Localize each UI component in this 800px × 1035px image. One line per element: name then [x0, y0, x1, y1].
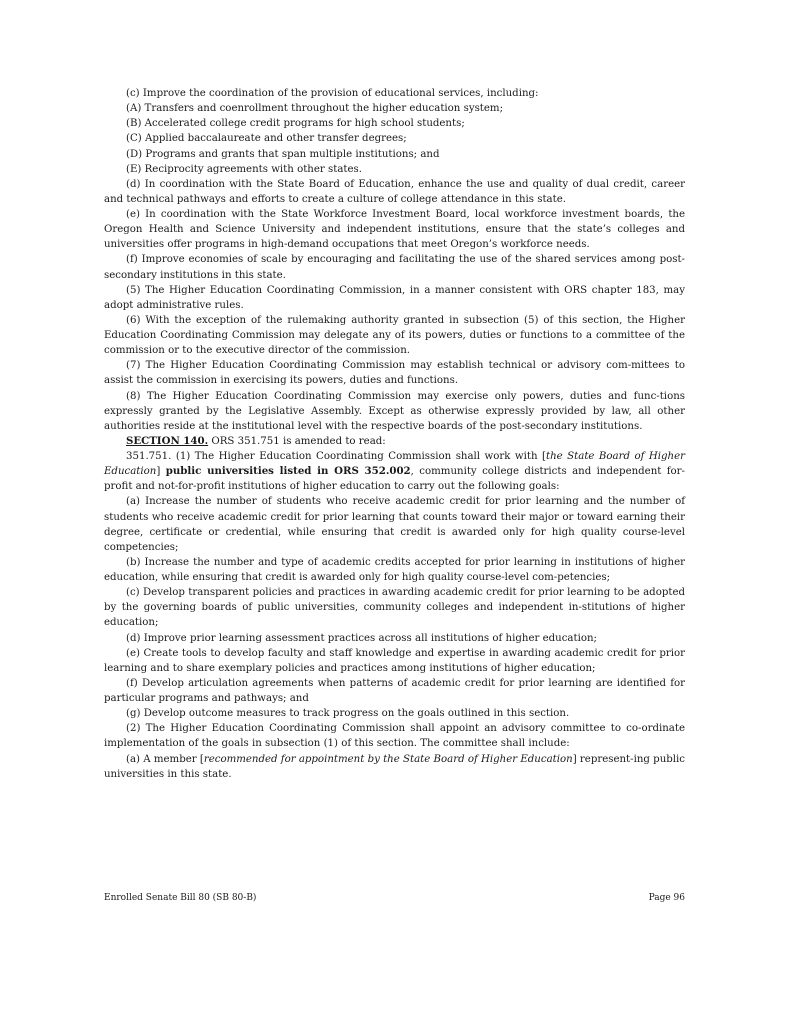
text-run: , community college districts and independent for-profit and not-for-profit institutions of higher education to carry out the following goals: — [104, 466, 685, 493]
paragraph — [104, 449, 685, 494]
text-run: ] — [156, 466, 166, 478]
text-run: 351.751. (1) The Higher Education Coordinating Commission shall work with [ — [126, 451, 547, 462]
paragraph: (f) Develop articulation agreements when patterns of academic credit for prior learning are identified for particular programs and pathways; and — [104, 677, 685, 704]
paragraph: (a) Increase the number of students who receive academic credit for prior learning and the number of students who receive academic credit for prior learning that counts toward their major or toward earning their degree, certificate or credential, while ensuring that credit is awarded only for high quality course-level competencies; — [104, 496, 685, 553]
page-number: Page 96 — [648, 893, 685, 903]
paragraph: (c) Develop transparent policies and practices in awarding academic credit for prior learning to be adopted by the governing boards of public universities, community colleges and independent in-stitutions of higher education; — [104, 587, 685, 629]
paragraph: (g) Develop outcome measures to track progress on the goals outlined in this section. — [126, 708, 570, 720]
bill-identifier: Enrolled Senate Bill 80 (SB 80-B) — [104, 893, 257, 903]
paragraph: (f) Improve economies of scale by encouraging and facilitating the use of the shared services among post-secondary institutions in this state. — [104, 254, 685, 281]
paragraph: (B) Accelerated college credit programs for high school students; — [126, 118, 465, 130]
paragraph: (e) In coordination with the State Workforce Investment Board, local workforce investment boards, the Oregon Health and Science University and independent institutions, ensure that the state’s colleges and universities offer programs in high-demand occupations that meet Oregon’s workforce needs. — [104, 209, 685, 251]
paragraph: (d) Improve prior learning assessment practices across all institutions of higher education; — [126, 632, 597, 644]
paragraph: (c) Improve the coordination of the provision of educational services, including: — [126, 88, 539, 99]
page-footer — [104, 893, 685, 903]
paragraph — [104, 752, 685, 782]
paragraph: (D) Programs and grants that span multiple institutions; and — [126, 148, 440, 160]
text-run: ] represent-ing public universities in this state. — [104, 753, 685, 780]
paragraph: (6) With the exception of the rulemaking authority granted in subsection (5) of this section, the Higher Education Coordinating Commission may delegate any of its powers, duties or functions to a committee of the commission or to the executive director of the commission. — [104, 314, 685, 357]
paragraph: (e) Create tools to develop faculty and staff knowledge and expertise in awarding academic credit for prior learning and to share exemplary policies and practices among institutions of higher education; — [104, 647, 685, 674]
paragraph: (A) Transfers and coenrollment throughout the higher education system; — [126, 103, 504, 115]
paragraph: (5) The Higher Education Coordinating Commission, in a manner consistent with ORS chapter 183, may adopt administrative rules. — [104, 284, 685, 311]
section-heading — [104, 434, 685, 449]
section-text: ORS 351.751 is amended to read: — [208, 435, 386, 447]
paragraph: (E) Reciprocity agreements with other states. — [126, 163, 362, 175]
paragraph: (2) The Higher Education Coordinating Commission shall appoint an advisory committee to co-ordinate implementation of the goals in subsection (1) of this section. The committee shall include: — [104, 723, 685, 750]
paragraph: (7) The Higher Education Coordinating Commission may establish technical or advisory com-mittees to assist the commission in exercising its powers, duties and functions. — [104, 360, 685, 387]
paragraph: (b) Increase the number and type of academic credits accepted for prior learning in institutions of higher education, while ensuring that credit is awarded only for high quality course-level com-petencies; — [104, 556, 685, 583]
paragraph: (C) Applied baccalaureate and other transfer degrees; — [126, 133, 407, 145]
paragraph: (d) In coordination with the State Board of Education, enhance the use and quality of dual credit, career and technical pathways and efforts to create a culture of college attendance in this state. — [104, 178, 685, 205]
inserted-text: public universities listed in ORS 352.002 — [165, 465, 411, 478]
paragraph: (8) The Higher Education Coordinating Commission may exercise only powers, duties and func-tions expressly granted by the Legislative Assembly. Except as otherwise expressly provided by law, all other authorities reside at the institutional level with the respective boards of the post-secondary institutions. — [104, 390, 685, 432]
deleted-text: the State Board of Higher Education — [104, 451, 685, 478]
text-run: (a) A member [ — [126, 753, 204, 765]
document-body — [104, 86, 685, 782]
section-label: SECTION 140. — [126, 434, 209, 447]
deleted-text: recommended for appointment by the State Board of Higher Education — [203, 753, 573, 765]
